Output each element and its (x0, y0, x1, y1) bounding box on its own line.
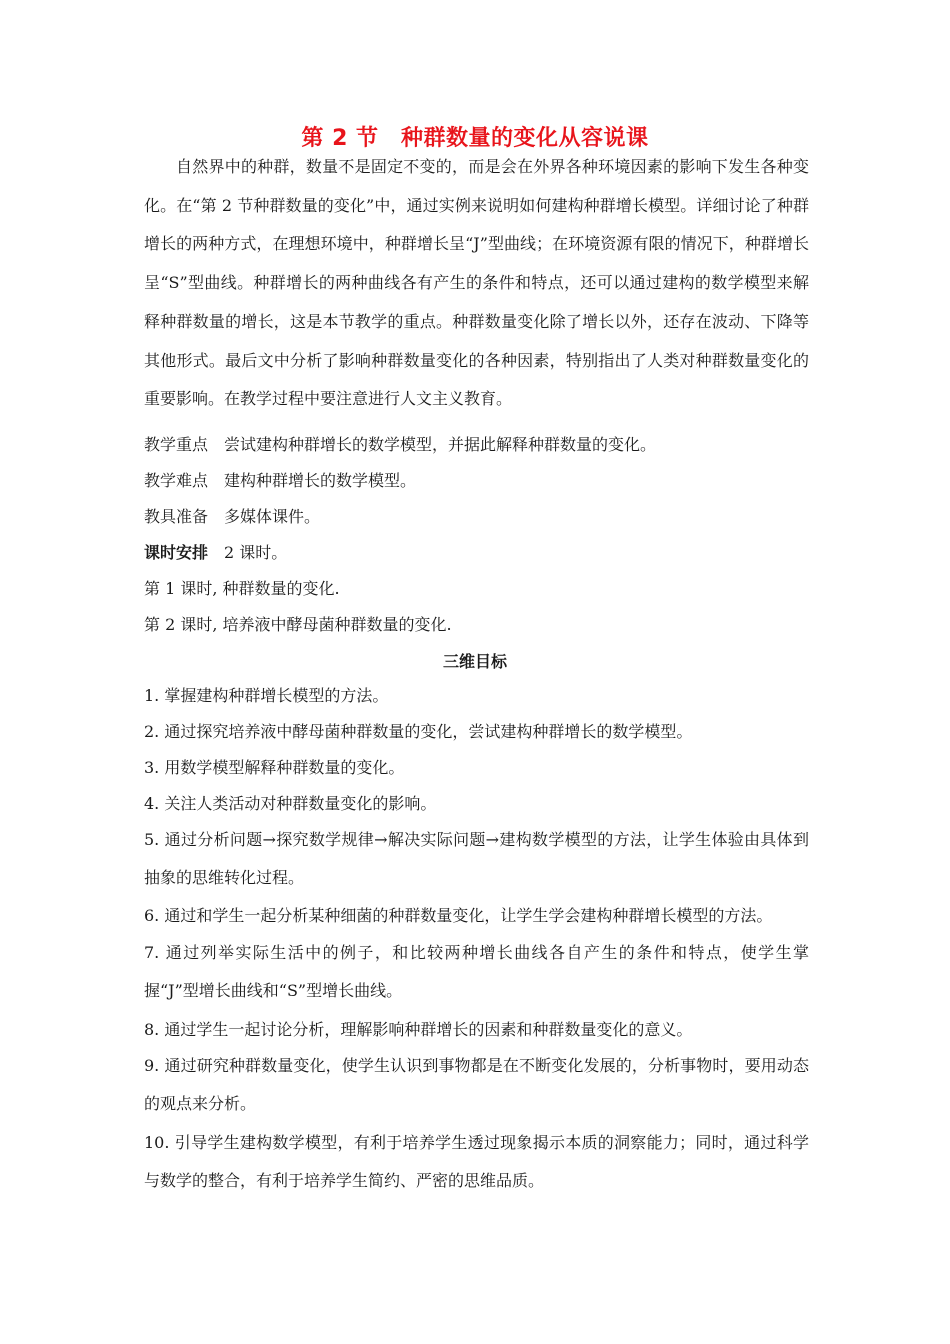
teaching-key-line (144, 434, 814, 456)
document-title: 第 2 节 种群数量的变化从容说课 (301, 126, 649, 151)
goal-item: 3. 用数学模型解释种群数量的变化。 (144, 758, 405, 777)
intro-paragraph: 自然界中的种群，数量不是固定不变的，而是会在外界各种环境因素的影响下发生各种变化。在“第 2 节种群数量的变化”中，通过实例来说明如何建构种群增长模型。详细讨论了种群增长的两种方式，在理想环境中，种群增长呈“J”型曲线；在环境资源有限的情况下，种群增长呈“S”型曲线。种群增长的两种曲线各有产生的条件和特点，还可以通过建构的数学模型来解释种群数量的增长，这是本节教学的重点。种群数量变化除了增长以外，还存在波动、下降等其他形式。最后文中分析了影响种群数量变化的各种因素，特别指出了人类对种群数量变化的重要影响。在教学过程中要注意进行人文主义教育。 (144, 157, 809, 409)
schedule-text: 2 课时。 (224, 543, 288, 562)
goal-item: 6. 通过和学生一起分析某种细菌的种群数量变化，让学生学会建构种群增长模型的方法。 (144, 906, 773, 925)
goal-item: 5. 通过分析问题→探究数学规律→解决实际问题→建构数学模型的方法，让学生体验由具体到抽象的思维转化过程。 (144, 830, 809, 887)
goal-item: 10. 引导学生建构数学模型，有利于培养学生透过现象揭示本质的洞察能力；同时，通过科学与数学的整合，有利于培养学生简约、严密的思维品质。 (144, 1133, 809, 1190)
teaching-tools-label: 教具准备 (144, 507, 209, 526)
teaching-difficulty-line (144, 470, 814, 492)
teaching-key-text: 尝试建构种群增长的数学模型，并据此解释种群数量的变化。 (224, 435, 657, 454)
schedule-label: 课时安排 (144, 543, 209, 562)
teaching-key-label: 教学重点 (144, 435, 209, 454)
schedule-line (144, 542, 814, 564)
teaching-tools-text: 多媒体课件。 (224, 507, 321, 526)
goal-item: 1. 掌握建构种群增长模型的方法。 (144, 686, 389, 705)
goal-item: 2. 通过探究培养液中酵母菌种群数量的变化，尝试建构种群增长的数学模型。 (144, 722, 693, 741)
goals-heading: 三维目标 (442, 652, 507, 671)
teaching-tools-line (144, 506, 814, 528)
goal-item: 4. 关注人类活动对种群数量变化的影响。 (144, 794, 437, 813)
lesson-1-line: 第 1 课时, 种群数量的变化. (144, 579, 340, 598)
teaching-difficulty-text: 建构种群增长的数学模型。 (224, 471, 417, 490)
goal-item: 9. 通过研究种群数量变化，使学生认识到事物都是在不断变化发展的，分析事物时，要用动态的观点来分析。 (144, 1056, 809, 1113)
lesson-2-line: 第 2 课时, 培养液中酵母菌种群数量的变化. (144, 615, 452, 634)
goal-item: 8. 通过学生一起讨论分析，理解影响种群增长的因素和种群数量变化的意义。 (144, 1020, 693, 1039)
teaching-difficulty-label: 教学难点 (144, 471, 209, 490)
goal-item: 7. 通过列举实际生活中的例子，和比较两种增长曲线各自产生的条件和特点，使学生掌握“J”型增长曲线和“S”型增长曲线。 (144, 943, 809, 1000)
